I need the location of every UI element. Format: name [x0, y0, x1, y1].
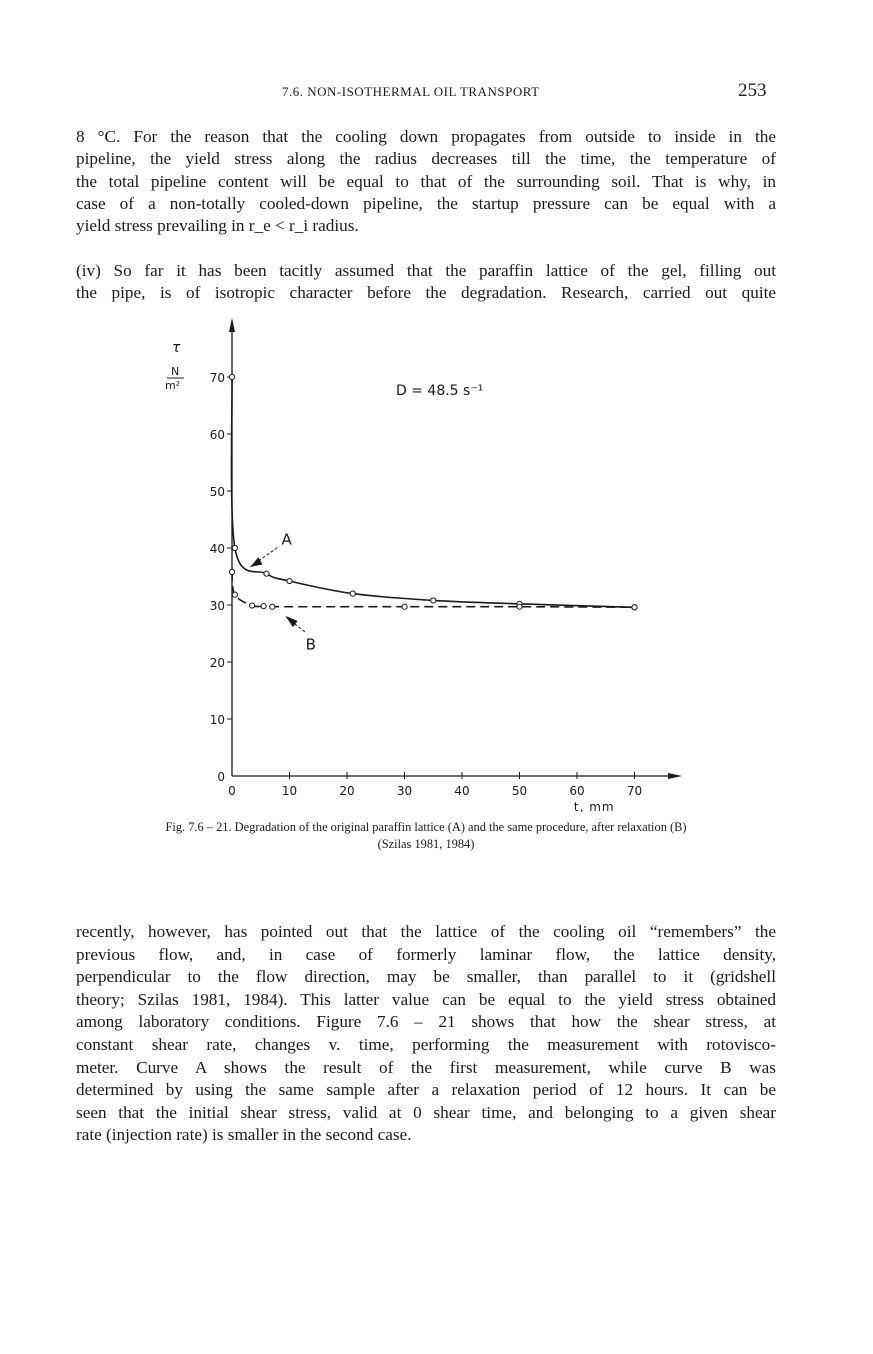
- y-tick-label: 60: [209, 428, 225, 442]
- series-a-point: [232, 545, 237, 550]
- label-b-arrowhead: [285, 616, 297, 627]
- y-tick-label: 50: [209, 485, 225, 499]
- text-line: determined by using the same sample after a relaxation period of 12 hours. It can be: [76, 1080, 776, 1100]
- shear-stress-chart: [160, 312, 700, 812]
- x-axis-label: t, mm: [573, 800, 615, 812]
- paragraph-main: [76, 921, 776, 1147]
- series-b-point: [232, 592, 237, 597]
- text-line: pipeline, the yield stress along the radius decreases till the time, the temperature of: [76, 149, 776, 169]
- caption-line-2: (Szilas 1981, 1984): [377, 837, 475, 851]
- x-tick-label: 20: [339, 784, 355, 798]
- text-line: perpendicular to the flow direction, may be smaller, than parallel to it (gridshell: [76, 967, 776, 987]
- series-b-point: [517, 604, 522, 609]
- text-line: theory; Szilas 1981, 1984). This latter value can be equal to the yield stress obtained: [76, 989, 776, 1009]
- y-tick-label: 70: [209, 371, 225, 385]
- y-axis-arrow: [229, 318, 235, 332]
- x-tick-label: 70: [626, 784, 643, 798]
- text-line: seen that the initial shear stress, valid at 0 shear time, and belonging to a given shear: [76, 1102, 776, 1122]
- page-number: 253: [738, 80, 767, 101]
- series-a-line: [231, 377, 634, 607]
- text-line: the pipe, is of isotropic character before the degradation. Research, carried out quite: [76, 283, 776, 303]
- text-line: (iv) So far it has been tacitly assumed that the paraffin lattice of the gel, filling out: [76, 261, 776, 280]
- x-tick-label: 40: [454, 784, 470, 798]
- series-a-point: [431, 598, 436, 603]
- text-line: meter. Curve A shows the result of the first measurement, while curve B was: [76, 1057, 776, 1077]
- text-line: recently, however, has pointed out that the lattice of the cooling oil “remembers” the: [76, 922, 776, 941]
- y-tick-label: 0: [217, 770, 225, 784]
- x-tick-label: 30: [396, 784, 413, 798]
- figure-caption: [76, 819, 776, 853]
- y-tick-label: 10: [209, 713, 225, 727]
- page-header: [0, 80, 873, 104]
- series-b-point: [632, 605, 637, 610]
- paragraph-iv: [76, 260, 776, 305]
- series-b-point: [250, 603, 255, 608]
- series-a-point: [287, 578, 292, 583]
- text-line: among laboratory conditions. Figure 7.6 – 21 shows that how the shear stress, at: [76, 1012, 776, 1032]
- y-tick-label: 20: [209, 656, 225, 670]
- y-axis-unit-denominator: m²: [165, 379, 181, 392]
- running-head: 7.6. NON-ISOTHERMAL OIL TRANSPORT: [282, 84, 540, 99]
- y-tick-label: 30: [209, 599, 225, 613]
- series-b-point: [229, 569, 234, 574]
- paragraph-continued: [76, 126, 776, 237]
- label-b: B: [305, 635, 316, 654]
- text-line: rate (injection rate) is smaller in the second case.: [76, 1125, 412, 1145]
- text-line: case of a non-totally cooled-down pipeline, the startup pressure can be equal with a: [76, 193, 776, 213]
- y-axis-unit-numerator: N: [171, 365, 180, 378]
- series-a-point: [264, 571, 269, 576]
- x-tick-label: 50: [511, 784, 528, 798]
- series-b-point: [261, 604, 266, 609]
- x-tick-label: 0: [228, 784, 236, 798]
- x-tick-label: 10: [281, 784, 298, 798]
- series-b-point: [402, 604, 407, 609]
- x-tick-label: 60: [569, 784, 585, 798]
- series-a-point: [350, 591, 355, 596]
- label-a-arrowhead: [250, 557, 262, 567]
- x-axis-arrow: [668, 773, 682, 779]
- text-line: 8 °C. For the reason that the cooling down propagates from outside to inside in the: [76, 127, 776, 146]
- series-b-point: [270, 604, 275, 609]
- label-a: A: [281, 530, 292, 549]
- y-axis-symbol: τ: [172, 340, 181, 356]
- chart-curves: [229, 374, 637, 609]
- series-a-point: [229, 374, 234, 379]
- text-line: the total pipeline content will be equal to that of the surrounding soil. That is why, in: [76, 171, 776, 191]
- shear-rate-annotation: D = 48.5 s⁻¹: [396, 383, 484, 399]
- chart-ticks: [210, 371, 642, 798]
- text-line: yield stress prevailing in r_e < r_i radius.: [76, 216, 359, 236]
- caption-line-1: Fig. 7.6 – 21. Degradation of the original paraffin lattice (A) and the same procedure, after relaxation (B): [165, 820, 687, 834]
- text-line: previous flow, and, in case of formerly laminar flow, the lattice density,: [76, 944, 776, 964]
- text-line: constant shear rate, changes v. time, performing the measurement with rotovisco-: [76, 1034, 776, 1054]
- y-tick-label: 40: [209, 542, 225, 556]
